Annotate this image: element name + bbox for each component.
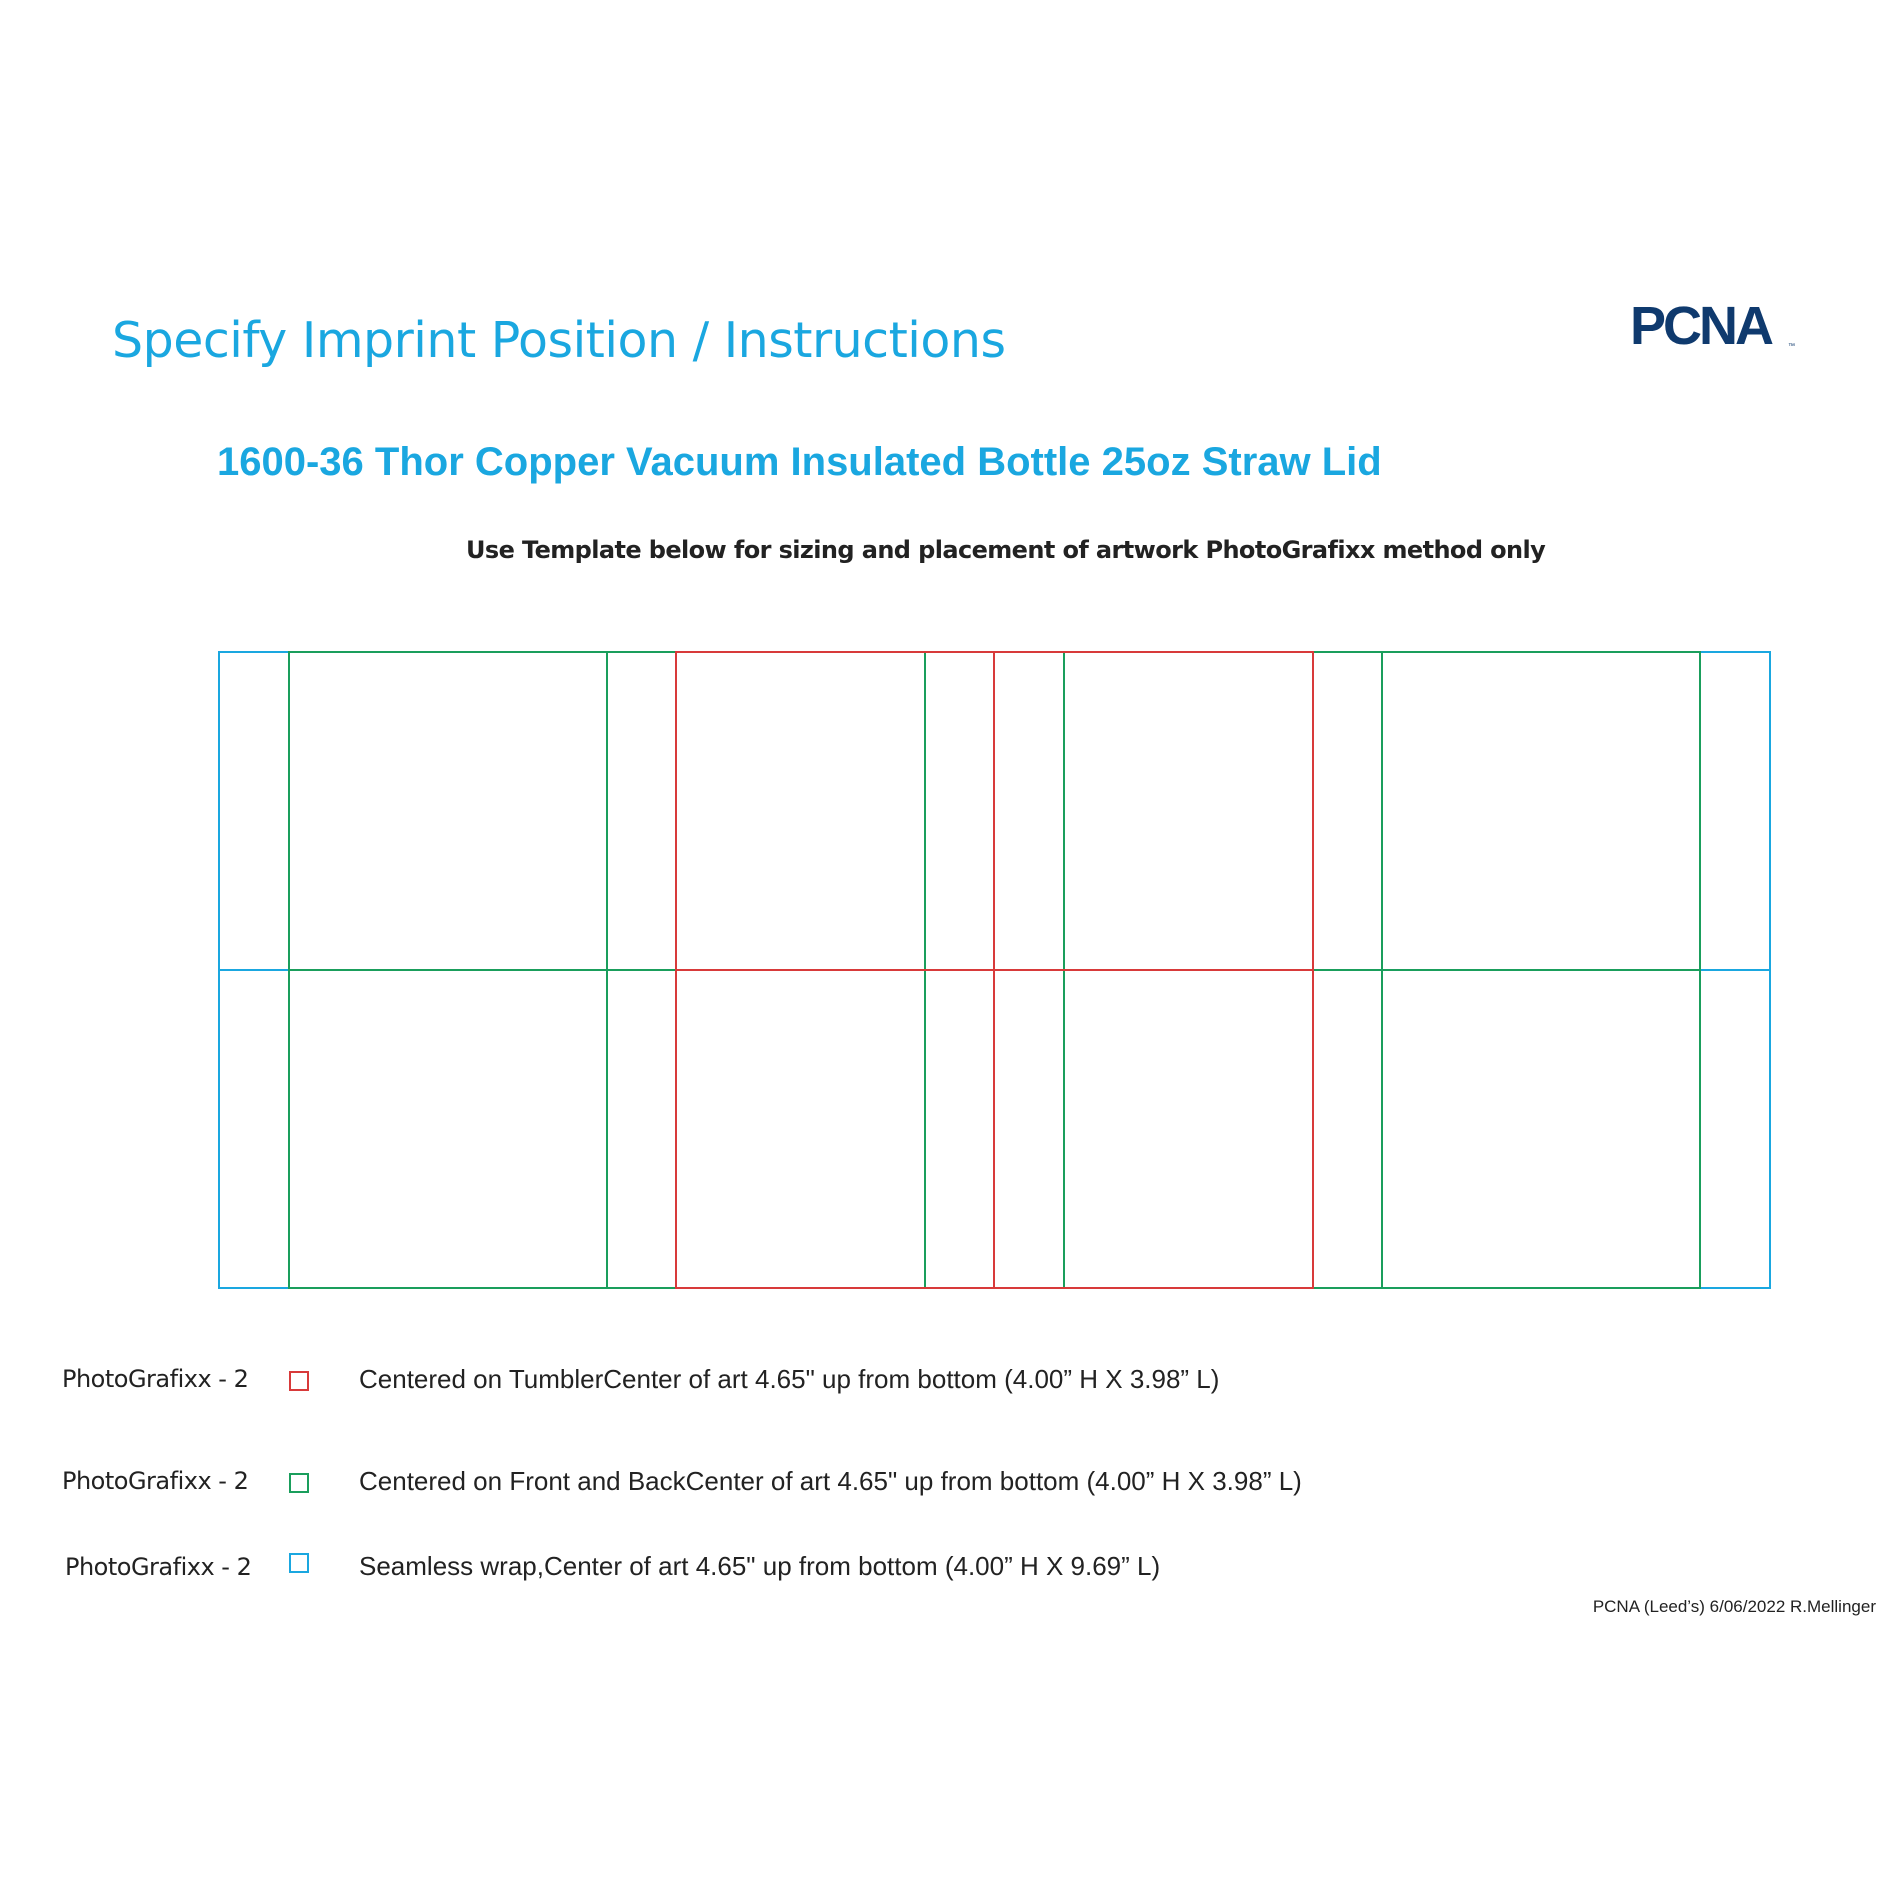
legend-description: Seamless wrap,Center of art 4.65" up from bottom (4.00” H X 9.69” L) — [359, 1551, 1161, 1581]
blue-swatch-icon — [289, 1553, 309, 1573]
legend-row-tumbler — [0, 1360, 1900, 1400]
red-swatch-icon — [289, 1371, 309, 1391]
legend-description: Centered on TumblerCenter of art 4.65" up from bottom (4.00” H X 3.98” L) — [359, 1364, 1220, 1394]
footer-credit: PCNA (Leed’s) 6/06/2022 R.Mellinger — [1592, 1597, 1876, 1616]
legend-row-seamless — [0, 1548, 1900, 1588]
legend-method: PhotoGrafixx - 2 — [65, 1553, 252, 1581]
pcna-logo-text: PCNA — [1630, 300, 1772, 350]
green-swatch-icon — [289, 1473, 309, 1493]
legend-method: PhotoGrafixx - 2 — [62, 1467, 249, 1495]
product-title: 1600-36 Thor Copper Vacuum Insulated Bottle 25oz Straw Lid — [217, 440, 1382, 484]
legend-method: PhotoGrafixx - 2 — [62, 1365, 249, 1393]
legend-description: Centered on Front and BackCenter of art 4.65" up from bottom (4.00” H X 3.98” L) — [359, 1466, 1302, 1496]
legend-row-front-back — [0, 1462, 1900, 1502]
template-instruction: Use Template below for sizing and placement of artwork PhotoGrafixx method only — [466, 536, 1546, 564]
trademark-mark: ™ — [1788, 343, 1795, 350]
page-title: Specify Imprint Position / Instructions — [112, 312, 1006, 369]
